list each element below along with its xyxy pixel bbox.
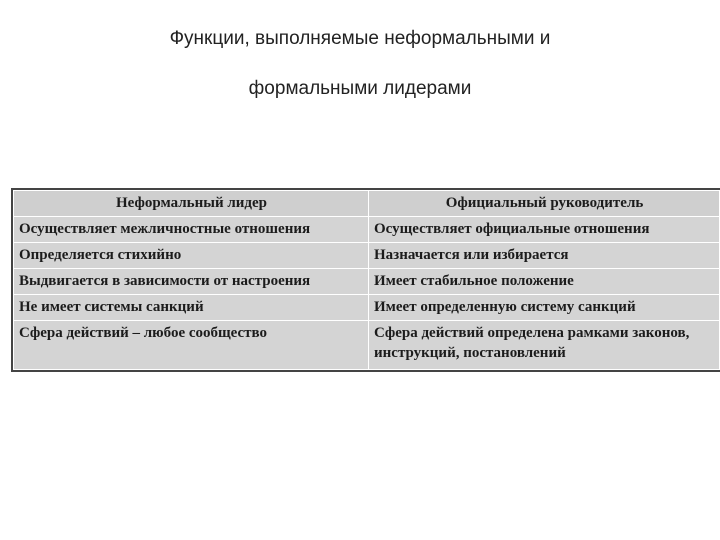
table-row [14,243,720,269]
table-cell-informal: Выдвигается в зависимости от настроения [14,269,369,295]
table-cell-informal: Осуществляет межличностные отношения [14,217,369,243]
table-header-row [14,191,720,217]
slide-title [0,14,720,114]
table-row [14,321,720,370]
table-cell-informal: Определяется стихийно [14,243,369,269]
slide-title-line-1: Функции, выполняемые неформальными и [169,28,551,49]
table-row [14,217,720,243]
table-row [14,295,720,321]
header-official-manager: Официальный руководитель [369,191,720,217]
slide-title-line-2: формальными лидерами [248,78,472,99]
table-cell-informal: Сфера действий – любое сообщество [14,321,369,370]
table-cell-official: Назначается или избирается [369,243,720,269]
table-cell-official: Имеет стабильное положение [369,269,720,295]
table-cell-informal: Не имеет системы санкций [14,295,369,321]
leaders-table [13,190,720,370]
table-cell-official: Сфера действий определена рамками законов, инструкций, постановлений [369,321,720,370]
header-informal-leader: Неформальный лидер [14,191,369,217]
comparison-table [11,188,720,372]
table-cell-official: Имеет определенную систему санкций [369,295,720,321]
table-row [14,269,720,295]
table-cell-official: Осуществляет официальные отношения [369,217,720,243]
